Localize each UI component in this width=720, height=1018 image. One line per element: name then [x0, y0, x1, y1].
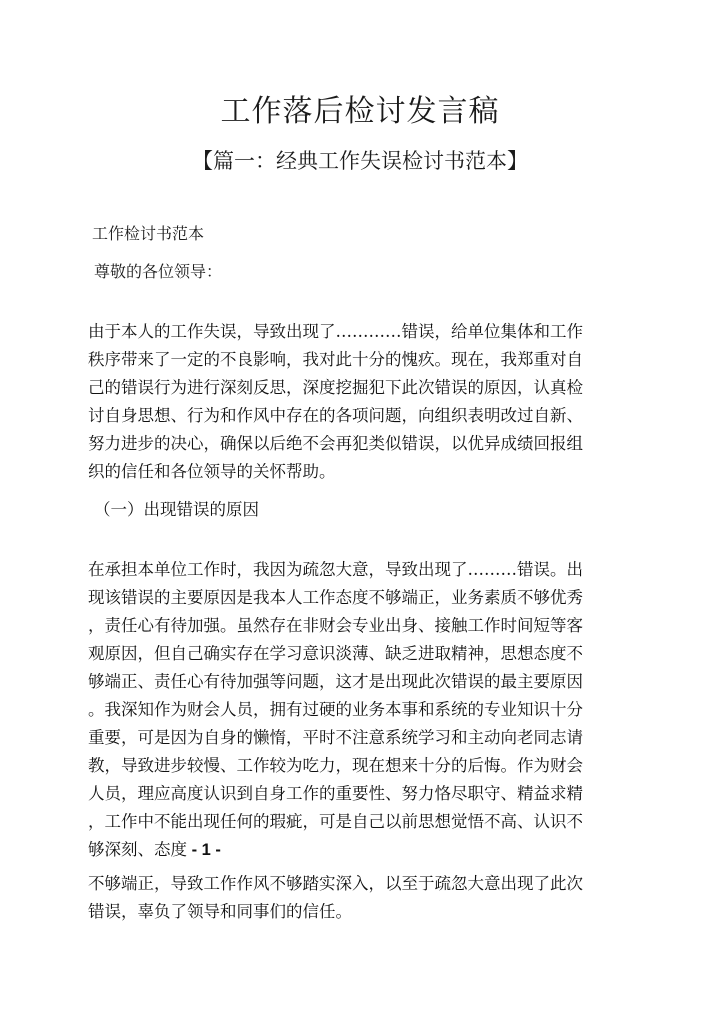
paragraph-2-line: 够端正、责任心有待加强等问题，这才是出现此次错误的最主要原因: [88, 672, 583, 691]
paragraph-2-line: 。我深知作为财会人员，拥有过硬的业务本事和系统的专业知识十分: [88, 700, 583, 719]
paragraph-1: [88, 318, 636, 486]
paragraph-1-line: 讨自身思想、行为和作风中存在的各项问题，向组织表明改过自新、: [88, 406, 583, 425]
paragraph-2-line: ，工作中不能出现任何的瑕疵，可是自己以前思想觉悟不高、认识不: [88, 812, 583, 831]
salutation: 尊敬的各位领导：: [94, 262, 223, 281]
paragraph-1-line: 努力进步的决心，确保以后绝不会再犯类似错误，以优异成绩回报组: [88, 434, 583, 453]
paragraph-2-line: 人员，理应高度认识到自身工作的重要性、努力恪尽职守、精益求精: [88, 784, 583, 803]
paragraph-1-line: 秩序带来了一定的不良影响，我对此十分的愧疚。现在，我郑重对自: [88, 350, 583, 369]
paragraph-2-line: 观原因，但自己确实存在学习意识淡薄、缺乏进取精神，思想态度不: [88, 644, 583, 663]
paragraph-2-line: 教，导致进步较慢、工作较为吃力，现在想来十分的后悔。作为财会: [88, 756, 583, 775]
paragraph-2-line: 在承担本单位工作时，我因为疏忽大意，导致出现了………错误。出: [88, 560, 583, 579]
section-heading: （一）出现错误的原因: [94, 500, 259, 519]
paragraph-2-line: 现该错误的主要原因是我本人工作态度不够端正，业务素质不够优秀: [88, 588, 583, 607]
paragraph-1-line: 织的信任和各位领导的关怀帮助。: [88, 462, 336, 481]
paragraph-2-line: ，责任心有待加强。虽然存在非财会专业出身、接触工作时间短等客: [88, 616, 583, 635]
paragraph-2: [88, 556, 636, 864]
paragraph-2-line: 重要，可是因为自身的懒惰，平时不注意系统学习和主动向老同志请: [88, 728, 583, 747]
doc-label: 工作检讨书范本: [92, 224, 205, 243]
document-subtitle: 【篇一：经典工作失误检讨书范本】: [192, 149, 528, 173]
paragraph-3-line: 不够端正，导致工作作风不够踏实深入，以至于疏忽大意出现了此次: [88, 874, 583, 893]
paragraph-1-line: 由于本人的工作失误，导致出现了…………错误，给单位集体和工作: [88, 322, 583, 341]
paragraph-2-line: [88, 836, 636, 864]
paragraph-3-line: 错误，辜负了领导和同事们的信任。: [88, 902, 352, 921]
paragraph-1-line: 己的错误行为进行深刻反思，深度挖掘犯下此次错误的原因，认真检: [88, 378, 583, 397]
page-number-marker: - 1 -: [187, 841, 221, 859]
paragraph-3: [88, 870, 636, 926]
document-title: 工作落后检讨发言稿: [220, 94, 500, 129]
paragraph-2-last-text: 够深刻、态度: [88, 840, 187, 859]
